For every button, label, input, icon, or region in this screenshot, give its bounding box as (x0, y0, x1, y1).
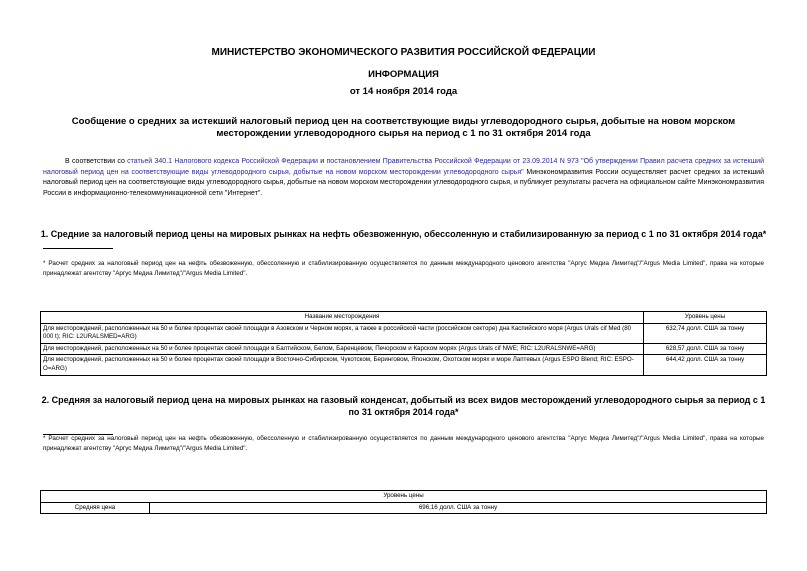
ministry-title: МИНИСТЕРСТВО ЭКОНОМИЧЕСКОГО РАЗВИТИЯ РОССИЙСКОЙ ФЕДЕРАЦИИ (211, 47, 596, 58)
section-2-title: 2. Средняя за налоговый период цена на мировых рынках на газовый конденсат, добытый из всех видов месторождений углеводородного сырья за период с 1 по 31 октября 2014 года* (41, 395, 766, 417)
section-2-footnote (43, 433, 764, 454)
intro-text-2: и (317, 158, 327, 165)
tax-code-link[interactable]: статьей 340.1 Налогового кодекса Российской Федерации (127, 158, 318, 165)
intro-text-1: В соответствии со (65, 158, 128, 165)
section-1-title: 1. Средние за налоговый период цены на мировых рынках на нефть обезвоженную, обессоленную и стабилизированную за период с 1 по 31 октября 2014 года* (40, 229, 767, 239)
footnote-divider (43, 248, 113, 249)
document-date: от 14 ноября 2014 года (349, 86, 458, 97)
column-header-field-name: Название месторождения (41, 312, 644, 324)
table-header-row (41, 491, 767, 503)
column-header-price: Уровень цены (41, 491, 767, 503)
message-title: Сообщение о средних за истекший налоговый период цен на соответствующие виды углеводородного сырья, добытые на новом морском месторождении углеводородного сырья на период с 1 по 31 октября 2014 года (71, 116, 736, 139)
condensate-price-table (40, 490, 767, 514)
price-cell: 644,42 долл. США за тонну (644, 355, 767, 375)
table-header-row (41, 312, 767, 324)
document-type: ИНФОРМАЦИЯ (368, 69, 439, 80)
field-name-cell: Для месторождений, расположенных на 50 и более процентах своей площади в Восточно-Сибирском, Чукотском, Беринговом, Японском, Охотском морях и море Лаптевых (Argus ESPO Blend; RIC: ESPO-O=ARG) (41, 355, 644, 375)
table-row (41, 343, 767, 355)
intro-text-3: Минэкономразвития России осуществляет расчет средних за истекший налоговый период цен на соответствующие виды углеводородного сырья, добытые на новом морском месторождении углеводородного сырья, и публикует результаты расчета на официальном сайте Минэкономразвития России в информационно-телекоммуникационной сети "Интернет". (43, 168, 764, 197)
price-cell: 628,57 долл. США за тонну (644, 343, 767, 355)
section-2-footnote-text: * Расчет средних за налоговый период цен на нефть обезвоженную, обессоленную и стабилизированную осуществляется по данным международного ценового агентства "Аргус Медиа Лимитед"/"Argus Media Limited", права на которые принадлежат агентству "Аргус Медиа Лимитед"/"Argus Media Limited". (43, 435, 764, 452)
intro-paragraph (43, 157, 764, 199)
price-cell: 632,74 долл. США за тонну (644, 323, 767, 343)
table-row (41, 502, 767, 514)
table-row (41, 323, 767, 343)
field-name-cell: Для месторождений, расположенных на 50 и более процентах своей площади в Азовском и Черном морях, а также в российской части (российском секторе) дна Каспийского моря (Argus Urals cif Med (80 000 t); RIC: L2URALSMED=ARG) (41, 323, 644, 343)
field-name-cell: Для месторождений, расположенных на 50 и более процентах своей площади в Балтийском, Белом, Баренцевом, Печорском и Карском морях (Argus Urals cif NWE; RIC: L2URALSNWE=ARG) (41, 343, 644, 355)
average-price-label: Средняя цена (41, 502, 150, 514)
government-decree-link[interactable]: постановлением Правительства Российской Федерации от 23.09.2014 N 973 "Об утверждении Правил расчета средних за истекший налоговый период цен на соответствующие виды углеводородного сырья, добытые на новом морском месторождении углеводородного сырья" (43, 158, 764, 176)
average-price-value: 696,16 долл. США за тонну (150, 502, 767, 514)
column-header-price: Уровень цены (644, 312, 767, 324)
section-1-footnote: * Расчет средних за налоговый период цен на нефть обезвоженную, обессоленную и стабилизированную осуществляется по данным международного ценового агентства "Аргус Медиа Лимитед"/"Argus Media Limited", права на которые принадлежат агентству "Аргус Медиа Лимитед"/"Argus Media Limited". (43, 260, 764, 277)
table-row (41, 355, 767, 375)
oil-prices-table (40, 311, 767, 376)
